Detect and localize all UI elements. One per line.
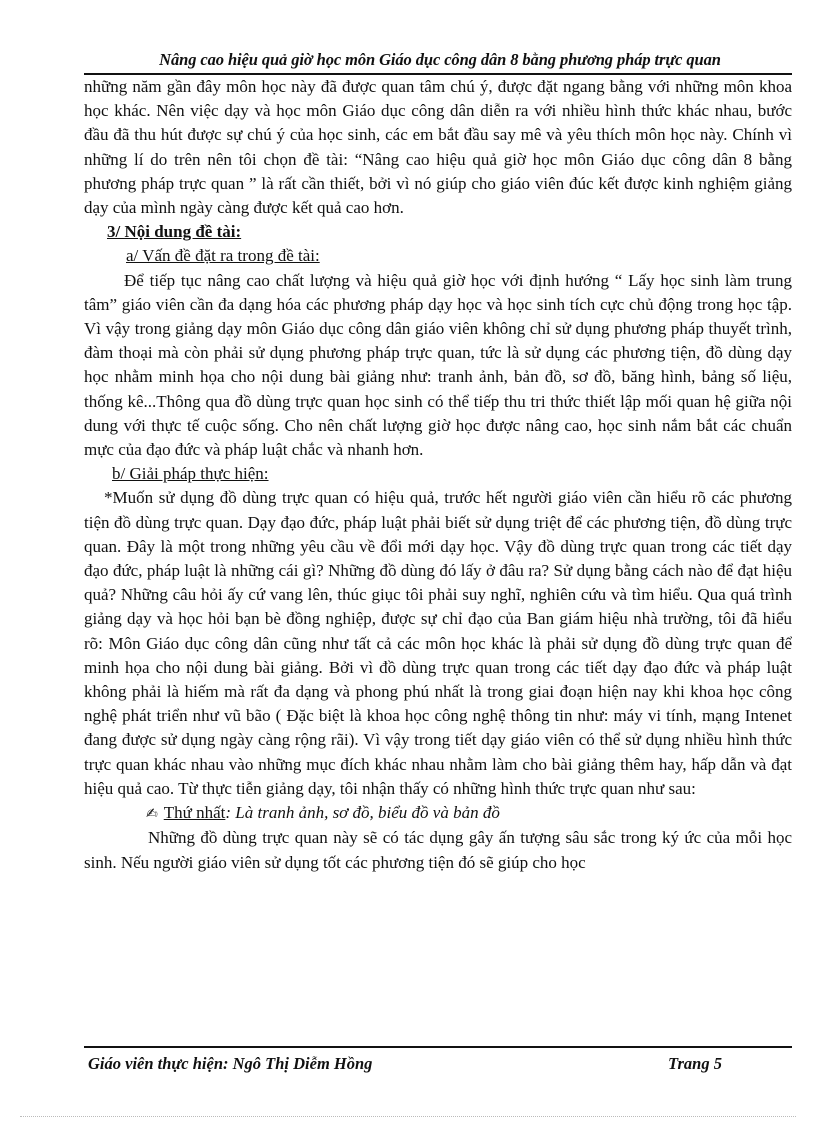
writing-hand-icon: ✍ bbox=[146, 806, 158, 823]
intro-paragraph: những năm gần đây môn học này đã được quan tâm chú ý, được đặt ngang bằng với những môn khoa học khác. Nên việc dạy và học môn Giáo dục công dân diễn ra với nhiều hình thức khác nhau, bước đầu đã thu hút được sự chú ý của học sinh, các em bắt đầu say mê và yêu thích môn học này. Chính vì những lí do trên nên tôi chọn đề tài: “Nâng cao hiệu quả giờ học môn Giáo dục công dân 8 bằng phương pháp trực quan ” là rất cần thiết, bởi vì nó giúp cho giáo viên đúc kết được kinh nghiệm giảng dạy của mình ngày càng được kết quả cao hơn. bbox=[84, 77, 792, 218]
page-edge bbox=[20, 1116, 796, 1117]
section-heading: 3/ Nội dung đề tài: bbox=[107, 222, 242, 242]
footer-rule bbox=[84, 1046, 792, 1048]
footer-page-number: Trang 5 bbox=[668, 1054, 722, 1073]
page-header-title: Nâng cao hiệu quả giờ học môn Giáo dục công dân 8 bằng phương pháp trực quan bbox=[159, 50, 721, 69]
first-item-description: : Là tranh ảnh, sơ đồ, biểu đồ và bản đồ bbox=[225, 803, 500, 823]
paragraph-a: Để tiếp tục nâng cao chất lượng và hiệu quả giờ học với định hướng “ Lấy học sinh làm trung tâm” giáo viên cần đa dạng hóa các phương pháp dạy học và học sinh tích cực chủ động trong học tập. Vì vậy trong giảng dạy môn Giáo dục công dân giáo viên không chỉ sử dụng phương pháp thuyết trình, đàm thoại mà còn phải sử dụng phương pháp trực quan, tức là sử dụng các phương tiện, đồ dùng dạy học nhằm minh họa cho nội dung bài giảng như: tranh ảnh, bản đồ, sơ đồ, băng hình, bảng số liệu, thống kê...Thông qua đồ dùng trực quan học sinh có thể tiếp thu tri thức thiết lập mối quan hệ giữa nội dung với thực tế cuộc sống. Cho nên chất lượng giờ học được nâng cao, học sinh nắm bắt các chuẩn mực của đạo đức và pháp luật chắc và nhanh hơn. bbox=[84, 270, 792, 460]
footer-teacher: Giáo viên thực hiện: Ngô Thị Diễm Hồng bbox=[88, 1054, 373, 1073]
paragraph-c: Những đồ dùng trực quan này sẽ có tác dụng gây ấn tượng sâu sắc trong ký ức của mỗi học sinh. Nếu người giáo viên sử dụng tốt các phương tiện đó sẽ giúp cho học bbox=[84, 828, 792, 872]
first-item-label: Thứ nhất bbox=[163, 803, 226, 823]
document-body bbox=[84, 75, 792, 875]
subsection-a-heading: a/ Vấn đề đặt ra trong đề tài: bbox=[126, 246, 320, 266]
paragraph-b: *Muốn sử dụng đồ dùng trực quan có hiệu quả, trước hết người giáo viên cần hiểu rõ các phương tiện đồ dùng trực quan. Dạy đạo đức, pháp luật phải biết sử dụng triệt để các phương tiện, đồ dùng trực quan. Đây là một trong những yêu cầu về đổi mới dạy học. Vậy đồ dùng trực quan trong các tiết dạy đạo đức, pháp luật là những cái gì? Những đồ dùng đó lấy ở đâu ra? Sử dụng bằng cách nào để đạt hiệu quả? Những câu hỏi ấy cứ vang lên, thúc giục tôi phải suy nghĩ, nghiên cứu và tìm hiểu. Qua quá trình giảng dạy và học hỏi bạn bè đồng nghiệp, được sự chỉ đạo của Ban giám hiệu nhà trường, tôi đã hiểu rõ: Môn Giáo dục công dân cũng như tất cả các môn học khác là phải sử dụng đồ dùng trực quan để minh họa cho nội dung bài giảng. Bởi vì đồ dùng trực quan trong các tiết dạy đạo đức và pháp luật không phải là hiếm mà rất đa dạng và phong phú nhất là trong giai đoạn hiện nay khi khoa học công nghệ phát triển như vũ bão ( Đặc biệt là khoa học công nghệ thông tin như: máy vi tính, mạng Intenet đang được sử dụng ngày càng rộng rãi). Vì vậy trong tiết dạy giáo viên có thể sử dụng nhiều hình thức trực quan khác nhau vào những mục đích khác nhau nhằm làm cho bài giảng thêm hay, hấp dẫn và đạt hiệu quả cao. Từ thực tiễn giảng dạy, tôi nhận thấy có những hình thức trực quan như sau: bbox=[84, 488, 792, 798]
first-item-heading bbox=[146, 801, 792, 826]
subsection-b-heading: b/ Giải pháp thực hiện: bbox=[112, 464, 269, 484]
